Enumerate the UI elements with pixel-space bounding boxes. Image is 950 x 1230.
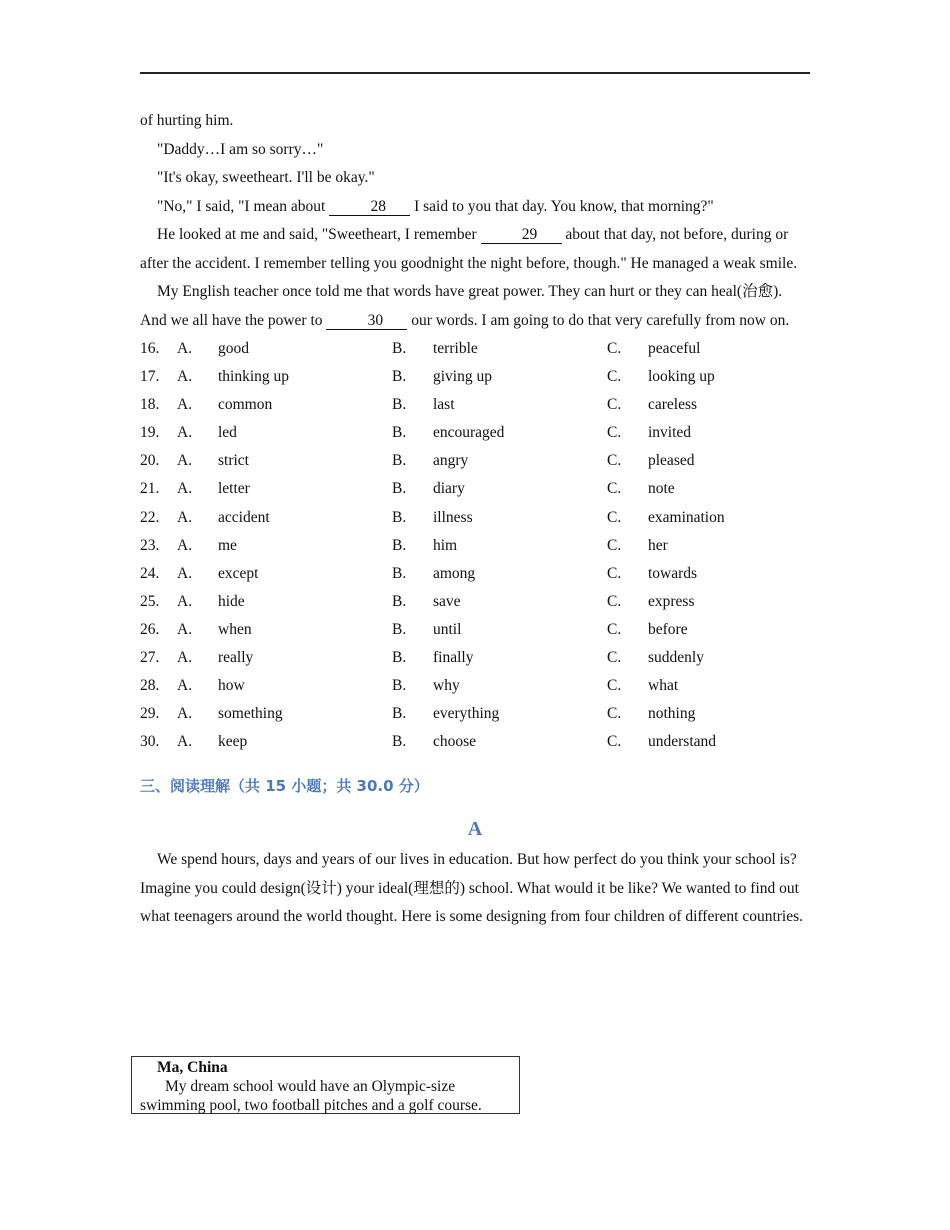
question-number: 27.	[140, 649, 160, 667]
option-row	[140, 672, 810, 700]
question-number: 24.	[140, 564, 160, 582]
option-c: pleased	[648, 452, 695, 470]
question-number: 20.	[140, 452, 160, 470]
option-row	[140, 700, 810, 728]
question-number: 30.	[140, 733, 160, 751]
option-b: encouraged	[433, 424, 505, 442]
option-row	[140, 504, 810, 532]
option-b: diary	[433, 480, 465, 498]
option-letter: C.	[607, 592, 622, 610]
option-letter: A.	[177, 508, 193, 526]
option-row	[140, 728, 810, 756]
option-letter: B.	[392, 424, 407, 442]
question-number: 19.	[140, 424, 160, 442]
option-letter: C.	[607, 649, 622, 667]
option-row	[140, 532, 810, 560]
option-b: everything	[433, 705, 500, 723]
option-c: suddenly	[648, 649, 704, 667]
option-letter: A.	[177, 620, 193, 638]
option-a: when	[218, 620, 252, 638]
option-a: keep	[218, 733, 248, 751]
option-b: finally	[433, 649, 474, 667]
option-letter: B.	[392, 340, 407, 357]
option-letter: C.	[607, 396, 622, 414]
question-number: 28.	[140, 677, 160, 695]
option-letter: A.	[177, 733, 193, 751]
option-letter: B.	[392, 677, 407, 695]
text-box	[131, 1056, 520, 1114]
option-c: looking up	[648, 368, 715, 386]
option-row	[140, 419, 810, 447]
question-number: 16.	[140, 340, 160, 357]
option-letter: C.	[607, 508, 622, 526]
option-c: her	[648, 536, 668, 554]
option-letter: C.	[607, 424, 622, 442]
section-heading: 三、阅读理解（共 15 小题；共 30.0 分）	[140, 777, 429, 796]
option-letter: A.	[177, 396, 193, 414]
option-letter: A.	[177, 340, 193, 357]
option-a: me	[218, 536, 237, 554]
option-letter: B.	[392, 368, 407, 386]
blank-29: 29	[481, 227, 562, 244]
option-a: common	[218, 396, 273, 414]
blank-30: 30	[326, 313, 407, 330]
option-b: illness	[433, 508, 473, 526]
option-a: strict	[218, 452, 249, 470]
option-b: choose	[433, 733, 477, 751]
box-name: Ma, China	[157, 1059, 228, 1076]
option-letter: C.	[607, 536, 622, 554]
option-row	[140, 588, 810, 616]
option-letter: A.	[177, 592, 193, 610]
option-b: among	[433, 564, 476, 582]
paragraph: "Daddy…I am so sorry…"	[157, 140, 324, 158]
option-c: nothing	[648, 705, 696, 723]
option-b: angry	[433, 452, 469, 470]
option-letter: B.	[392, 649, 407, 667]
option-letter: B.	[392, 733, 407, 751]
option-letter: B.	[392, 452, 407, 470]
option-letter: B.	[392, 592, 407, 610]
question-number: 17.	[140, 368, 160, 386]
text: about that day, not before, during or after the accident. I remember telling you goodnight the night before, though." He managed a weak smile.	[140, 226, 798, 272]
option-b: him	[433, 536, 458, 554]
question-number: 26.	[140, 620, 160, 638]
option-letter: B.	[392, 705, 407, 723]
text: "No," I said, "I mean about	[157, 197, 330, 215]
option-letter: A.	[177, 677, 193, 695]
paragraph	[140, 193, 810, 222]
option-row	[140, 391, 810, 419]
option-c: express	[648, 592, 695, 610]
question-number: 23.	[140, 536, 160, 554]
text: He looked at me and said, "Sweetheart, I remember	[157, 226, 481, 243]
option-a: really	[218, 649, 254, 667]
page-content	[140, 107, 810, 932]
option-row	[140, 616, 810, 644]
paragraph: of hurting him.	[140, 112, 234, 129]
text: our words. I am going to do that very carefully from now on.	[407, 311, 790, 329]
option-c: invited	[648, 424, 692, 442]
option-a: letter	[218, 480, 250, 498]
option-letter: A.	[177, 564, 193, 582]
option-letter: C.	[607, 677, 622, 695]
options-list	[140, 335, 810, 756]
option-a: hide	[218, 592, 245, 610]
option-b: last	[433, 396, 455, 414]
paragraph	[140, 278, 810, 335]
option-row	[140, 644, 810, 672]
option-c: what	[648, 677, 679, 695]
option-c: towards	[648, 564, 698, 582]
paragraph	[140, 221, 810, 278]
question-number: 29.	[140, 705, 160, 723]
option-letter: A.	[177, 452, 193, 470]
option-letter: A.	[177, 368, 193, 386]
option-letter: B.	[392, 396, 407, 414]
option-a: good	[218, 340, 249, 357]
option-b: why	[433, 677, 460, 695]
option-letter: C.	[607, 705, 622, 723]
passage-title: A	[467, 818, 483, 841]
option-row	[140, 560, 810, 588]
option-letter: A.	[177, 480, 193, 498]
option-b: until	[433, 620, 462, 638]
option-c: understand	[648, 733, 717, 751]
option-a: thinking up	[218, 368, 290, 386]
option-letter: C.	[607, 368, 622, 386]
option-letter: B.	[392, 480, 407, 498]
option-a: led	[218, 424, 237, 442]
question-number: 25.	[140, 592, 160, 610]
option-letter: A.	[177, 536, 193, 554]
option-letter: C.	[607, 620, 622, 638]
option-letter: B.	[392, 536, 407, 554]
option-b: save	[433, 592, 461, 610]
option-letter: C.	[607, 340, 622, 357]
option-row	[140, 447, 810, 475]
option-letter: C.	[607, 564, 622, 582]
paragraph: "It's okay, sweetheart. I'll be okay."	[157, 169, 375, 186]
option-c: examination	[648, 508, 725, 526]
option-letter: C.	[607, 480, 622, 498]
blank-28: 28	[329, 199, 410, 216]
option-letter: B.	[392, 508, 407, 526]
option-letter: B.	[392, 564, 407, 582]
box-text: My dream school would have an Olympic-size swimming pool, two football pitches and a golf course.	[140, 1078, 482, 1114]
option-b: giving up	[433, 368, 492, 386]
text: My English teacher once told me that words have great power. They can hurt or they can heal(治愈). And we all have the power to	[140, 283, 783, 329]
passage-intro: We spend hours, days and years of our lives in education. But how perfect do you think your school is? Imagine you could design(设计) your ideal(理想的) school. What would it be like? We wanted to find out what teenagers around the world thought. Here is some designing from four children of different countries.	[140, 851, 804, 926]
option-letter: C.	[607, 452, 622, 470]
question-number: 18.	[140, 396, 160, 414]
option-letter: A.	[177, 424, 193, 442]
option-a: how	[218, 677, 245, 695]
option-row	[140, 363, 810, 391]
option-letter: A.	[177, 649, 193, 667]
option-c: careless	[648, 396, 698, 414]
option-letter: B.	[392, 620, 407, 638]
option-c: peaceful	[648, 340, 701, 357]
option-c: note	[648, 480, 675, 498]
option-c: before	[648, 620, 688, 638]
question-number: 21.	[140, 480, 160, 498]
option-b: terrible	[433, 340, 478, 357]
option-a: accident	[218, 508, 270, 526]
option-row	[140, 335, 810, 363]
header-rule	[140, 72, 810, 74]
option-a: something	[218, 705, 283, 723]
option-letter: A.	[177, 705, 193, 723]
question-number: 22.	[140, 508, 160, 526]
option-letter: C.	[607, 733, 622, 751]
option-a: except	[218, 564, 259, 582]
text: I said to you that day. You know, that morning?"	[410, 197, 714, 215]
option-row	[140, 475, 810, 503]
